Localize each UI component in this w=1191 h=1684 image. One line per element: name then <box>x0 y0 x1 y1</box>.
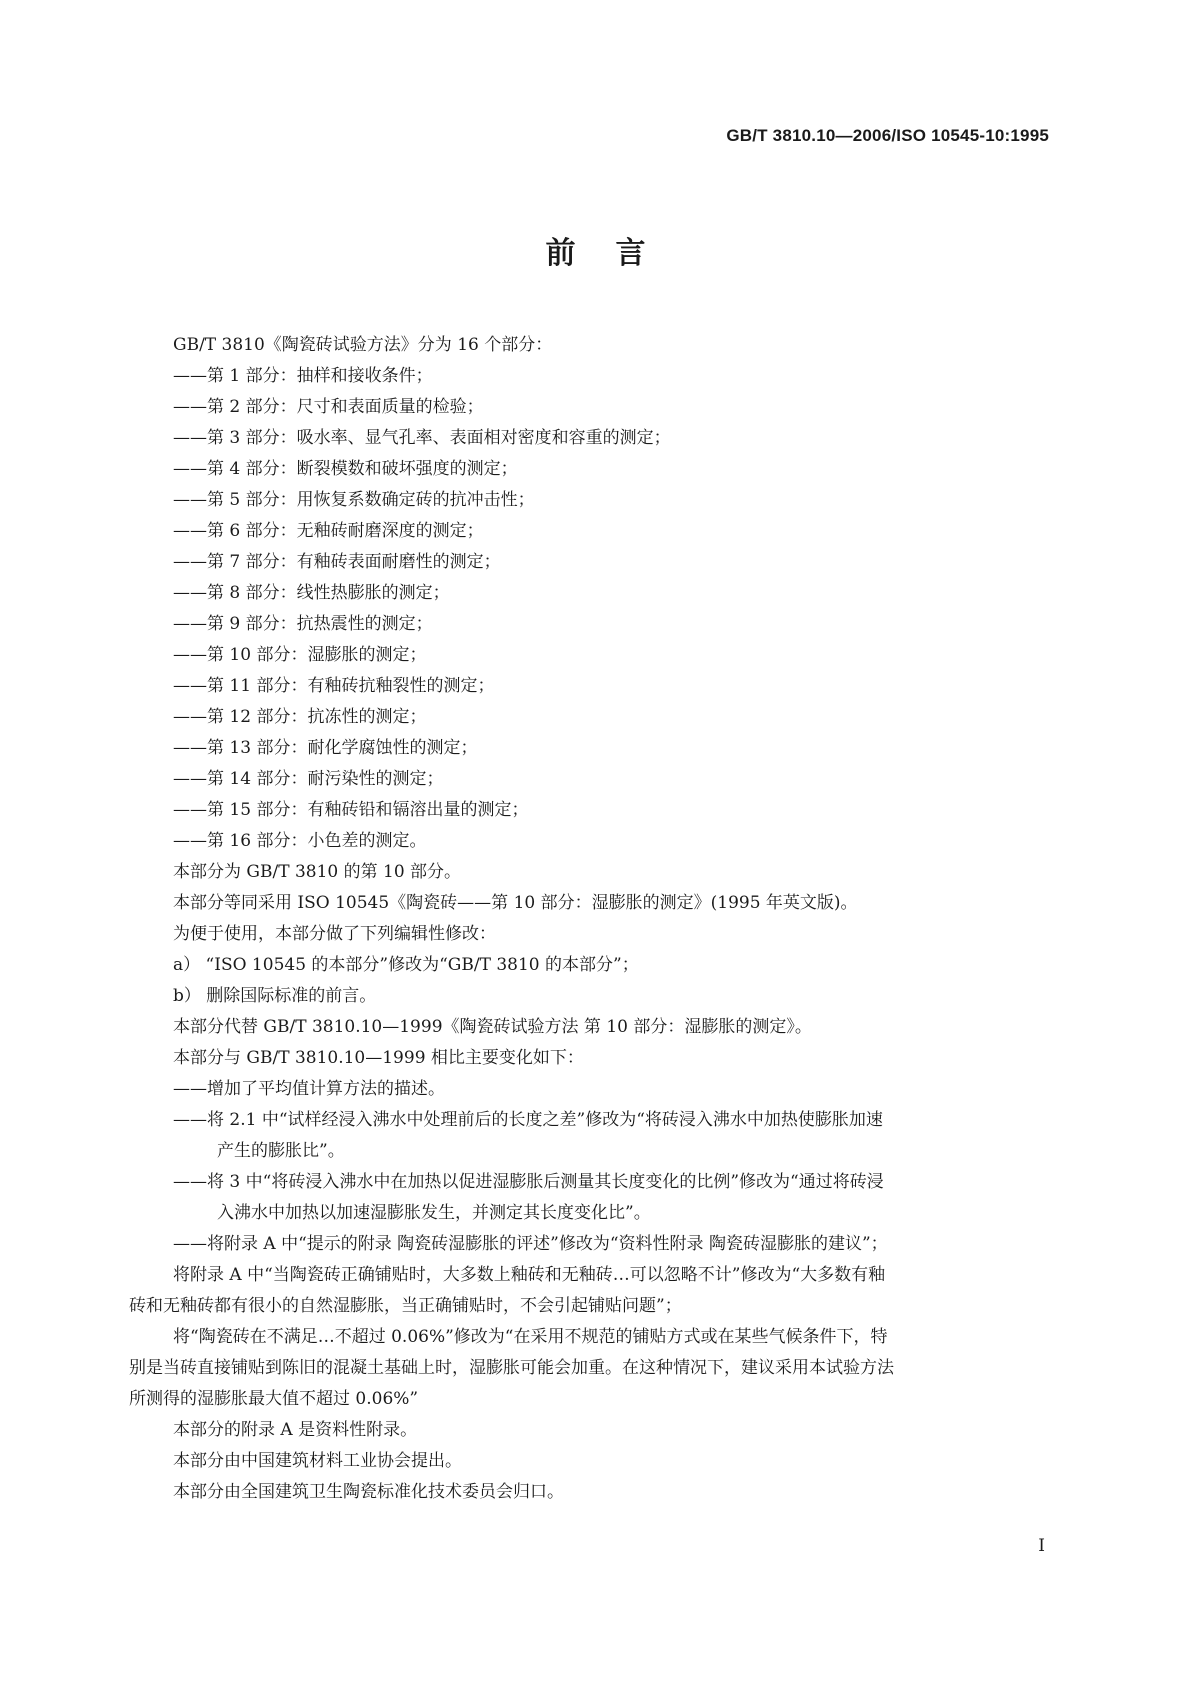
paragraph-line: GB/T 3810《陶瓷砖试验方法》分为 16 个部分： <box>173 335 553 355</box>
list-item: ——第 8 部分：线性热膨胀的测定； <box>173 583 450 603</box>
standard-code: GB/T 3810.10—2006/ISO 10545-10:1995 <box>726 126 1049 145</box>
paragraph-line: 本部分的附录 A 是资料性附录。 <box>173 1420 418 1440</box>
list-item: 入沸水中加热以加速湿膨胀发生，并测定其长度变化比”。 <box>217 1203 651 1223</box>
list-item: ——第 9 部分：抗热震性的测定； <box>173 614 433 634</box>
paragraph-line: 本部分由全国建筑卫生陶瓷标准化技术委员会归口。 <box>173 1482 564 1502</box>
list-item: ——第 3 部分：吸水率、显气孔率、表面相对密度和容重的测定； <box>173 428 671 448</box>
list-item: ——第 2 部分：尺寸和表面质量的检验； <box>173 397 484 417</box>
list-item: ——第 16 部分：小色差的测定。 <box>173 831 427 851</box>
document-body <box>129 330 1049 1508</box>
list-item: ——第 15 部分：有釉砖铅和镉溶出量的测定； <box>173 800 529 820</box>
list-item: ——第 1 部分：抽样和接收条件； <box>173 366 433 386</box>
page-number: I <box>1038 1536 1045 1556</box>
list-item: ——将附录 A 中“提示的附录 陶瓷砖湿膨胀的评述”修改为“资料性附录 陶瓷砖湿膨胀的建议”； <box>173 1234 888 1254</box>
paragraph-line: 将附录 A 中“当陶瓷砖正确铺贴时，大多数上釉砖和无釉砖…可以忽略不计”修改为“大多数有釉 <box>173 1265 886 1285</box>
paragraph-line: 砖和无釉砖都有很小的自然湿膨胀，当正确铺贴时，不会引起铺贴问题”； <box>129 1296 682 1316</box>
list-item: ——第 13 部分：耐化学腐蚀性的测定； <box>173 738 478 758</box>
paragraph-line: a） “ISO 10545 的本部分”修改为“GB/T 3810 的本部分”； <box>173 955 639 975</box>
list-item: ——将 2.1 中“试样经浸入沸水中处理前后的长度之差”修改为“将砖浸入沸水中加热使膨胀加速 <box>173 1110 883 1130</box>
paragraph-line: 为便于使用，本部分做了下列编辑性修改： <box>173 924 496 944</box>
list-item: ——第 7 部分：有釉砖表面耐磨性的测定； <box>173 552 501 572</box>
list-item: ——第 12 部分：抗冻性的测定； <box>173 707 427 727</box>
list-item: ——第 10 部分：湿膨胀的测定； <box>173 645 427 665</box>
list-item: ——将 3 中“将砖浸入沸水中在加热以促进湿膨胀后测量其长度变化的比例”修改为“通过将砖浸 <box>173 1172 884 1192</box>
paragraph-line: 将“陶瓷砖在不满足…不超过 0.06%”修改为“在采用不规范的铺贴方式或在某些气候条件下，特 <box>173 1327 888 1347</box>
list-item: ——增加了平均值计算方法的描述。 <box>173 1079 445 1099</box>
paragraph-line: 本部分等同采用 ISO 10545《陶瓷砖——第 10 部分：湿膨胀的测定》(1995 年英文版)。 <box>173 893 858 913</box>
list-item: ——第 4 部分：断裂模数和破坏强度的测定； <box>173 459 518 479</box>
paragraph-line: 别是当砖直接铺贴到陈旧的混凝土基础上时，湿膨胀可能会加重。在这种情况下，建议采用本试验方法 <box>129 1358 894 1378</box>
page-title: 前言 <box>545 236 686 271</box>
list-item: ——第 11 部分：有釉砖抗釉裂性的测定； <box>173 676 495 696</box>
paragraph-line: 本部分为 GB/T 3810 的第 10 部分。 <box>173 862 462 882</box>
list-item: ——第 5 部分：用恢复系数确定砖的抗冲击性； <box>173 490 535 510</box>
paragraph-line: 本部分代替 GB/T 3810.10—1999《陶瓷砖试验方法 第 10 部分：湿膨胀的测定》。 <box>173 1017 812 1037</box>
list-item: 产生的膨胀比”。 <box>217 1141 345 1161</box>
paragraph-line: b） 删除国际标准的前言。 <box>173 986 377 1006</box>
paragraph-line: 本部分与 GB/T 3810.10—1999 相比主要变化如下： <box>173 1048 584 1068</box>
list-item: ——第 6 部分：无釉砖耐磨深度的测定； <box>173 521 484 541</box>
paragraph-line: 所测得的湿膨胀最大值不超过 0.06%” <box>129 1389 419 1409</box>
paragraph-line: 本部分由中国建筑材料工业协会提出。 <box>173 1451 462 1471</box>
list-item: ——第 14 部分：耐污染性的测定； <box>173 769 444 789</box>
